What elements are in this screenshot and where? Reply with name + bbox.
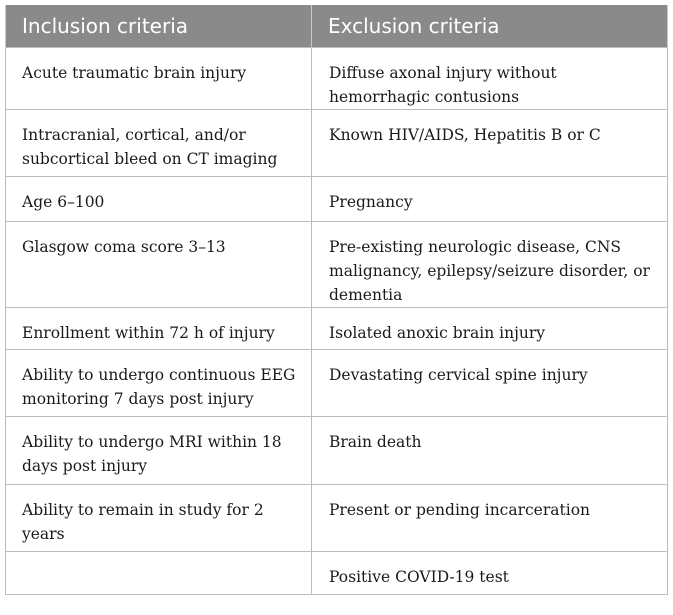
header-inclusion: Inclusion criteria — [6, 5, 312, 48]
table-row — [6, 177, 668, 222]
exclusion-cell: Brain death — [312, 417, 668, 485]
criteria-table — [5, 5, 668, 595]
exclusion-cell: Pre-existing neurologic disease, CNS malignancy, epilepsy/seizure disorder, or dementia — [312, 222, 668, 308]
inclusion-cell: Enrollment within 72 h of injury — [6, 308, 312, 350]
inclusion-cell: Ability to undergo MRI within 18 days post injury — [6, 417, 312, 485]
exclusion-cell: Pregnancy — [312, 177, 668, 222]
exclusion-cell: Diffuse axonal injury without hemorrhagic contusions — [312, 48, 668, 110]
header-row — [6, 5, 668, 48]
header-exclusion: Exclusion criteria — [312, 5, 668, 48]
table-row — [6, 308, 668, 350]
table-row — [6, 417, 668, 485]
exclusion-cell: Positive COVID-19 test — [312, 552, 668, 595]
exclusion-cell: Isolated anoxic brain injury — [312, 308, 668, 350]
inclusion-cell: Acute traumatic brain injury — [6, 48, 312, 110]
exclusion-cell: Known HIV/AIDS, Hepatitis B or C — [312, 110, 668, 177]
exclusion-cell: Present or pending incarceration — [312, 485, 668, 552]
table-row — [6, 350, 668, 417]
inclusion-cell: Ability to undergo continuous EEG monitoring 7 days post injury — [6, 350, 312, 417]
inclusion-cell: Intracranial, cortical, and/or subcortical bleed on CT imaging — [6, 110, 312, 177]
inclusion-cell: Age 6–100 — [6, 177, 312, 222]
inclusion-cell: Ability to remain in study for 2 years — [6, 485, 312, 552]
table-row — [6, 110, 668, 177]
inclusion-cell — [6, 552, 312, 595]
table-row — [6, 552, 668, 595]
criteria-table-container — [5, 5, 667, 595]
table-row — [6, 222, 668, 308]
table-row — [6, 48, 668, 110]
inclusion-cell: Glasgow coma score 3–13 — [6, 222, 312, 308]
table-row — [6, 485, 668, 552]
exclusion-cell: Devastating cervical spine injury — [312, 350, 668, 417]
